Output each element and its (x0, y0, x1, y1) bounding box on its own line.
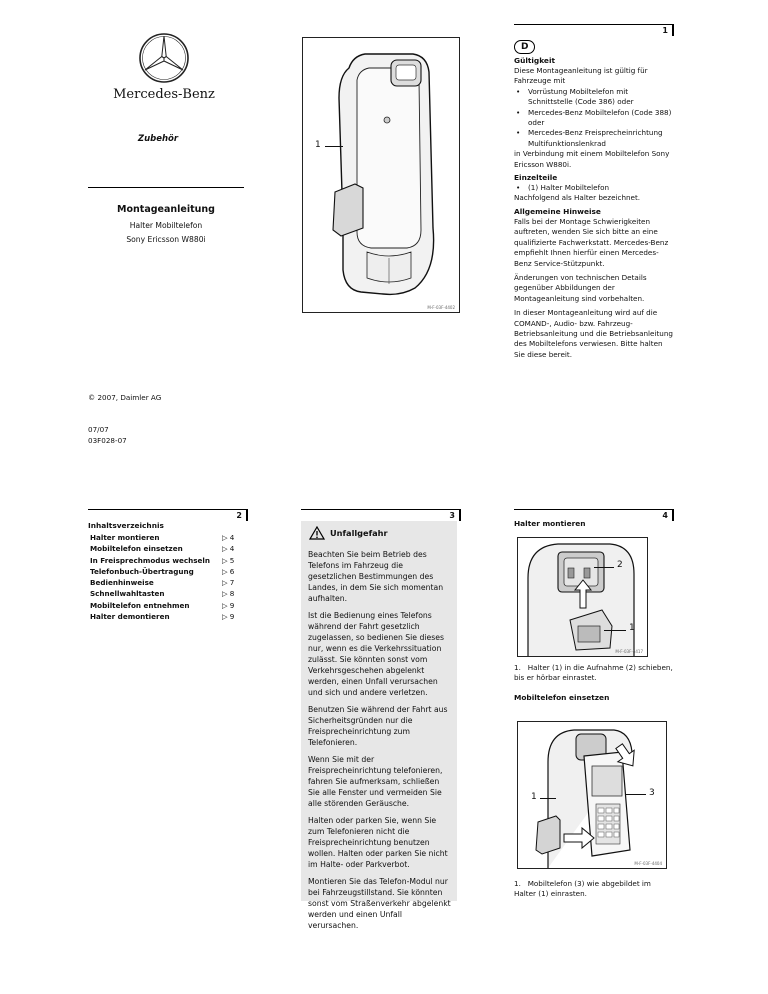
toc-entry[interactable]: Mobiltelefon einsetzen ▷ 4 (90, 544, 235, 554)
language-badge: D (514, 40, 535, 54)
callout-2: 2 (617, 560, 623, 570)
warning-box (301, 521, 457, 930)
manual-subtitle-holder: Halter Mobiltelefon (129, 221, 203, 230)
general-heading: Allgemeine Hinweise (514, 206, 601, 216)
warning-paragraph: Halten oder parken Sie, wenn Sie zum Telefonieren nicht die Freisprecheinrichtung benutzen wollen. Halten oder parken Sie nicht im Halte- oder Parkverbot. (308, 816, 448, 869)
callout-1: 1 (531, 792, 537, 802)
mount-figure (517, 537, 648, 657)
brand-name: Mercedes-Benz (113, 87, 215, 102)
figure-code: M-F-03F-4417 (615, 649, 643, 654)
toc (88, 520, 248, 622)
page-1-header (514, 24, 674, 36)
insert-figure (517, 721, 667, 869)
cover-rule (88, 187, 244, 188)
figure-code: M-F-03F-4404 (634, 861, 662, 866)
validity-item: • Mercedes-Benz Mobiltelefon (Code 388) oder (514, 108, 674, 129)
callout-line (626, 794, 646, 795)
page-3-header (301, 509, 461, 521)
manual-title: Montageanleitung (117, 204, 215, 215)
figure-code: M-F-03F-4402 (427, 305, 455, 310)
issue-date: 07/07 (88, 425, 109, 434)
toc-entry[interactable]: Bedienhinweise ▷ 7 (90, 578, 235, 588)
parts-list (514, 183, 674, 193)
validity-item: • Mercedes-Benz Freisprecheinrichtung Multifunktionslenkrad (514, 128, 674, 149)
accessory-label: Zubehör (137, 134, 179, 144)
callout-line (325, 146, 343, 147)
holder-figure (302, 37, 460, 313)
validity-list (514, 87, 674, 149)
holder-mount-drawing (518, 538, 647, 656)
phone-insert-drawing (518, 722, 666, 868)
validity-intro: Diese Montageanleitung ist gültig für Fahrzeuge mit (514, 66, 648, 86)
page-number: 1 (662, 26, 668, 35)
general-paragraph: Änderungen von technischen Details gegenüber Abbildungen der Montageanleitung sind vorbehalten. (514, 272, 647, 303)
warning-title: Unfallgefahr (330, 528, 388, 538)
warning-paragraph: Beachten Sie beim Betrieb des Telefons im Fahrzeug die gesetzlichen Bestimmungen des Landes, in dem Sie sich momentan aufhalten. (308, 550, 444, 603)
callout-1: 1 (629, 623, 635, 633)
warning-paragraph: Benutzen Sie während der Fahrt aus Sicherheitsgründen nur die Freisprecheinrichtung zum Telefonieren. (308, 705, 448, 747)
manual-subtitle-phone: Sony Ericsson W880i (126, 235, 206, 244)
insert-step-1: 1. Mobiltelefon (3) wie abgebildet im Halter (1) einrasten. (514, 879, 651, 899)
mercedes-star-logo (138, 32, 190, 84)
phone-holder-drawing (303, 38, 459, 312)
warning-paragraph: Ist die Bedienung eines Telefons während der Fahrt gesetzlich zugelassen, so bedienen Sie dieses nur, wenn es die Verkehrssituation zulässt. Sie könnten sonst vom Verkehrsgeschehen abgelenkt werden, einen Unfall verursachen und sich und andere verletzen. (308, 611, 444, 697)
callout-3: 3 (649, 788, 655, 798)
toc-entry[interactable]: Schnellwahltasten ▷ 8 (90, 589, 235, 599)
section-heading-mount: Halter montieren (514, 519, 586, 528)
general-paragraph: In dieser Montageanleitung wird auf die COMAND-, Audio- bzw. Fahrzeug-Betriebsanleitung und die Betriebsanleitung des Mobiltelefons verwiesen. Bitte halten Sie diese bereit. (514, 308, 673, 359)
parts-item: • (1) Halter Mobiltelefon (514, 183, 674, 193)
parts-note: Nachfolgend als Halter bezeichnet. (514, 193, 641, 203)
validity-outro: in Verbindung mit einem Mobiltelefon Sony Ericsson W880i. (514, 149, 670, 169)
warning-triangle-icon (309, 526, 325, 540)
page-number: 4 (662, 511, 668, 520)
validity-item: • Vorrüstung Mobiltelefon mit Schnittstelle (Code 386) oder (514, 87, 674, 108)
document-code: 03F028-07 (88, 436, 127, 445)
parts-heading: Einzelteile (514, 173, 558, 183)
validity-heading: Gültigkeit (514, 56, 556, 65)
toc-entry[interactable]: Halter demontieren ▷ 9 (90, 612, 235, 622)
section-heading-insert: Mobiltelefon einsetzen (514, 693, 610, 702)
callout-line (594, 567, 614, 568)
toc-entry[interactable]: Halter montieren ▷ 4 (90, 533, 235, 542)
callout-1: 1 (315, 140, 321, 150)
page-1-content (514, 38, 674, 364)
callout-line (604, 630, 626, 631)
toc-entry[interactable]: Mobiltelefon entnehmen ▷ 9 (90, 600, 235, 610)
page-number: 3 (449, 511, 455, 520)
copyright: © 2007, Daimler AG (88, 393, 162, 402)
warning-paragraph: Montieren Sie das Telefon-Modul nur bei Fahrzeugstillstand. Sie könnten sonst vom Straßenverkehr abgelenkt werden und einen Unfall verursachen. (308, 877, 451, 930)
page-number: 2 (236, 511, 242, 520)
general-paragraph: Falls bei der Montage Schwierigkeiten auftreten, wenden Sie sich bitte an eine qualifizierte Fachwerkstatt. Mercedes-Benz empfiehlt Ihnen hierfür einen Mercedes-Benz Service-Stützpunkt. (514, 216, 669, 268)
toc-entry[interactable]: Telefonbuch-Übertragung ▷ 6 (90, 566, 235, 576)
mount-step-1: 1. Halter (1) in die Aufnahme (2) schieben, bis er hörbar einrastet. (514, 663, 673, 683)
toc-entry[interactable]: In Freisprechmodus wechseln ▷ 5 (90, 555, 235, 565)
warning-paragraph: Wenn Sie mit der Freisprecheinrichtung telefonieren, fahren Sie aufmerksam, schließen Sie alle Fenster und vermeiden Sie alle störenden Geräusche. (308, 755, 443, 808)
callout-line (540, 798, 556, 799)
toc-heading: Inhaltsverzeichnis (88, 521, 164, 530)
